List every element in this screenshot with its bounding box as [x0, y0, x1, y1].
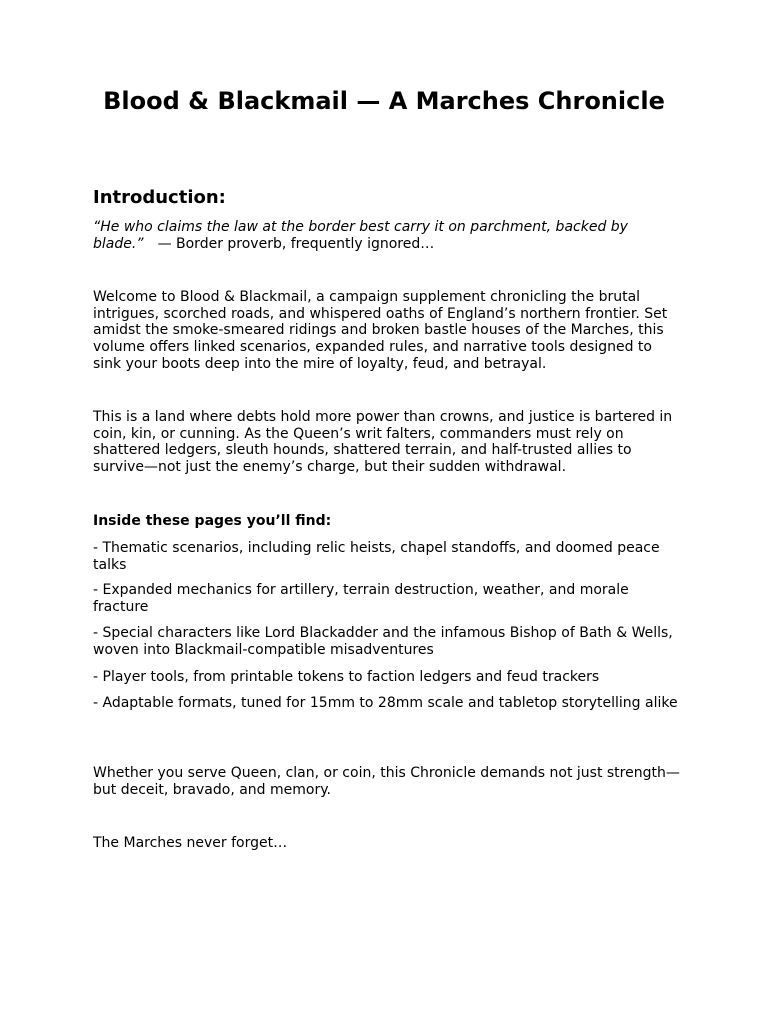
document-title: Blood & Blackmail — A Marches Chronicle — [103, 87, 665, 115]
list-item: - Adaptable formats, tuned for 15mm to 28mm scale and tabletop storytelling alike — [93, 695, 678, 711]
list-item: - Special characters like Lord Blackadder and the infamous Bishop of Bath & Wells, woven into Blackmail-compatible misadventures — [93, 625, 673, 658]
list-item: - Player tools, from printable tokens to faction ledgers and feud trackers — [93, 669, 600, 685]
epigraph — [93, 219, 683, 252]
introduction-heading: Introduction: — [93, 187, 226, 208]
intro-paragraph-2: This is a land where debts hold more power than crowns, and justice is bartered in coin, kin, or cunning. As the Queen’s writ falters, commanders must rely on shattered ledgers, sleuth hounds, shattered terrain, and half-trusted allies to survive—not just the enemy’s charge, but their sudden withdrawal. — [93, 409, 673, 476]
list-item: - Expanded mechanics for artillery, terrain destruction, weather, and morale fracture — [93, 582, 629, 615]
list-heading: Inside these pages you’ll find: — [93, 513, 332, 529]
epigraph-attribution: — Border proverb, frequently ignored… — [157, 235, 435, 252]
final-line: The Marches never forget… — [93, 835, 288, 851]
closing-paragraph: Whether you serve Queen, clan, or coin, this Chronicle demands not just strength—but deceit, bravado, and memory. — [93, 765, 680, 798]
epigraph-quote: “He who claims the law at the border best carry it on parchment, backed by blade.” — [93, 219, 628, 252]
intro-paragraph-1: Welcome to Blood & Blackmail, a campaign supplement chronicling the brutal intrigues, scorched roads, and whispered oaths of England’s northern frontier. Set amidst the smoke-smeared ridings and broken bastle houses of the Marches, this volume offers linked scenarios, expanded rules, and narrative tools designed to sink your boots deep into the mire of loyalty, feud, and betrayal. — [93, 289, 668, 372]
list-item: - Thematic scenarios, including relic heists, chapel standoffs, and doomed peace talks — [93, 540, 660, 573]
